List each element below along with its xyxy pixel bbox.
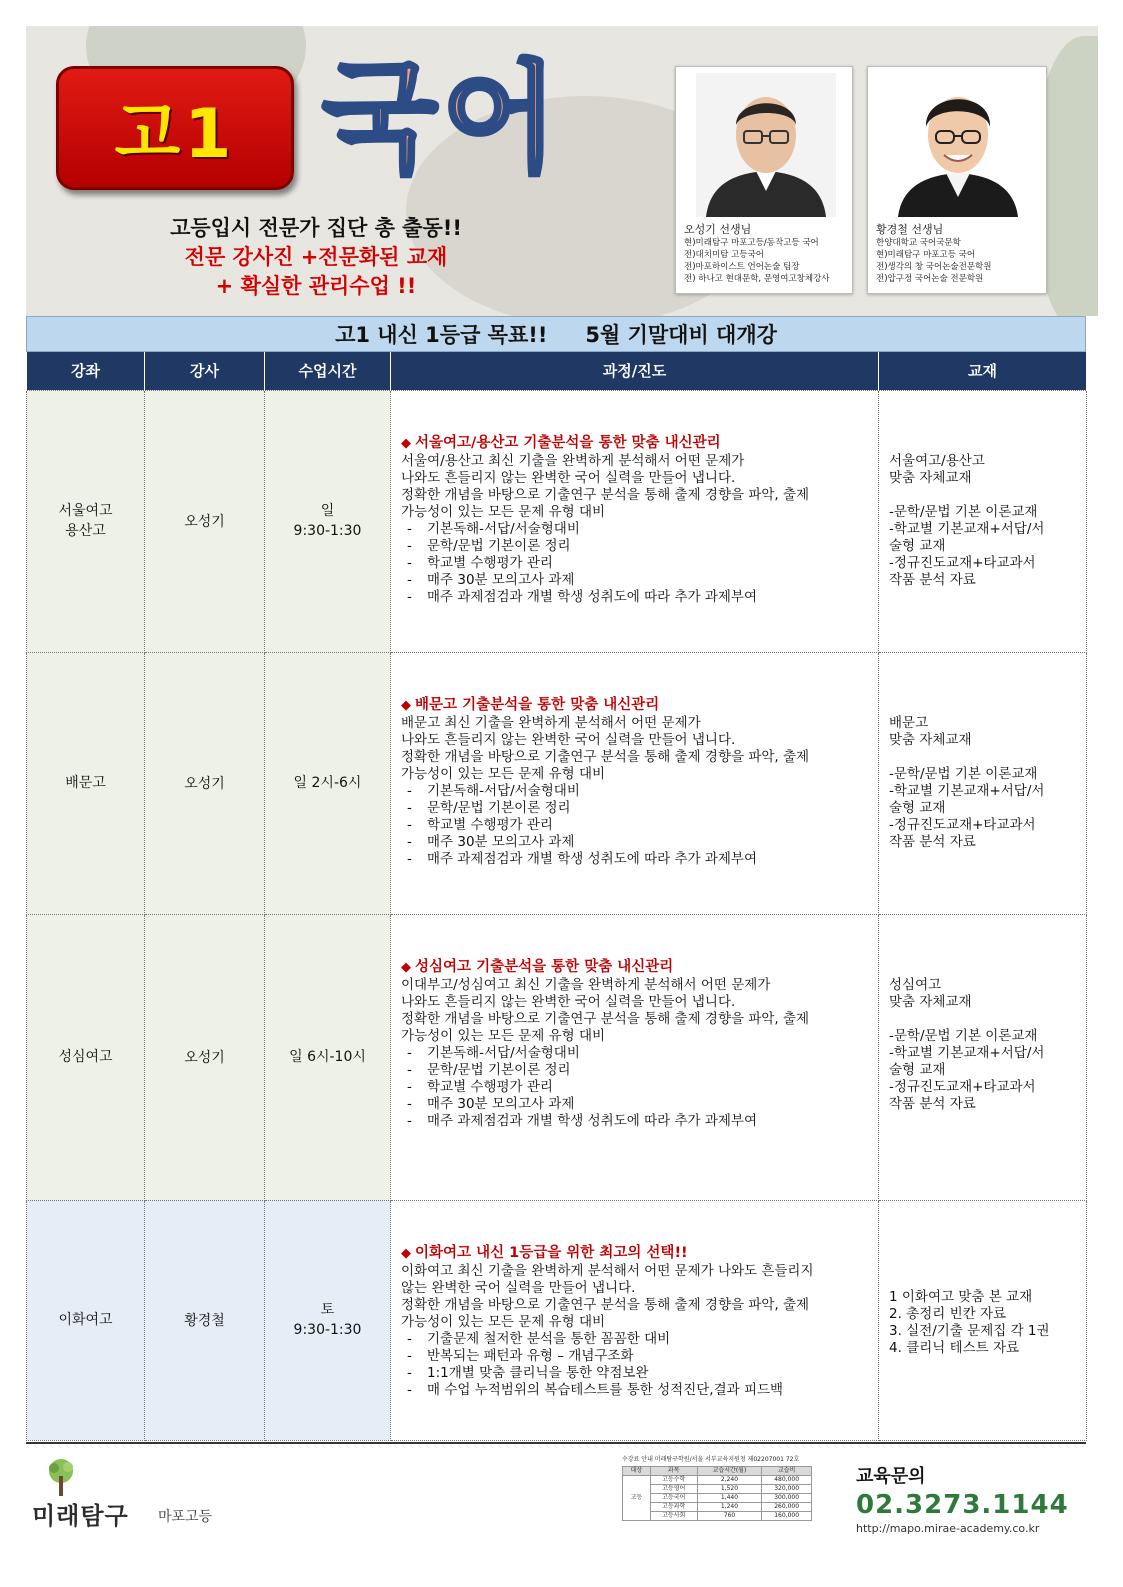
desc-line: 않는 완벽한 국어 실력을 만들어 냅니다. [401, 1279, 636, 1296]
tuition-hours: 1,440 [697, 1494, 762, 1503]
career-line: 현)미래탐구 마포고등 국어 [876, 250, 976, 260]
academy-logo [32, 1458, 262, 1528]
time-line: 9:30-1:30 [293, 1322, 362, 1338]
desc-line: 나와도 흔들리지 않는 완벽한 국어 실력을 만들어 냅니다. [401, 993, 736, 1010]
curriculum-title-text: 이화여고 내신 1등급을 위한 최고의 선택!! [415, 1244, 688, 1261]
textbook-line: 술형 교재 [889, 537, 946, 554]
bullet-text: 기본독해-서답/서술형대비 [427, 520, 580, 537]
textbook-line: -문학/문법 기본 이론교재 [889, 503, 1038, 520]
desc-line: 가능성이 있는 모든 문제 유형 대비 [401, 1313, 606, 1330]
bullet-item: - 매주 30분 모의고사 과제 [407, 571, 575, 588]
course-name: 서울여고 [58, 503, 113, 519]
column-header: 수업시간 [265, 352, 391, 390]
course-cell [27, 1200, 145, 1440]
tuition-hours: 1,240 [697, 1503, 762, 1512]
tuition-hours: 2,240 [697, 1476, 762, 1485]
teacher-card [675, 66, 853, 294]
textbook-line: -학교별 기본교재+서답/서 [889, 520, 1045, 537]
desc-line: 이대부고/성심여고 최신 기출을 완벽하게 분석해서 어떤 문제가 [401, 976, 771, 993]
tuition-target: 고등 [623, 1476, 651, 1521]
textbook-line: 맞춤 자체교재 [889, 731, 972, 748]
bullet-item: - 1:1개별 맞춤 클리닉을 통한 약점보완 [407, 1364, 649, 1381]
course-name: 성심여고 [58, 1049, 113, 1065]
diamond-icon: ◆ [401, 697, 411, 713]
course-name: 이화여고 [58, 1312, 113, 1328]
textbook-line: 1 이화여고 맞춤 본 교재 [889, 1288, 1033, 1305]
tuition-fee: 480,000 [762, 1476, 812, 1485]
bullet-item: - 기본독해-서답/서술형대비 [407, 1044, 580, 1061]
table-row [27, 914, 1087, 1200]
grade-badge-label: 고1 [114, 94, 236, 174]
teacher-career [876, 237, 991, 285]
desc-line: 정확한 개념을 바탕으로 기출연구 분석을 통해 출제 경향을 파악, 출제 [401, 486, 810, 503]
bullet-item: - 매 수업 누적범위의 복습테스트를 통한 성적진단,결과 피드백 [407, 1381, 784, 1398]
time-line: 토 [320, 1302, 335, 1318]
textbook-line: 맞춤 자체교재 [889, 469, 972, 486]
bullet-text: 문학/문법 기본이론 정리 [427, 799, 571, 816]
table-header-row [27, 352, 1087, 390]
tuition-fee: 320,000 [762, 1485, 812, 1494]
textbook-line: -문학/문법 기본 이론교재 [889, 765, 1038, 782]
banner-title: 5월 기말대비 대개강 [585, 323, 777, 347]
table-banner [26, 316, 1086, 352]
textbook-line: -정규진도교재+타교과서 [889, 554, 1036, 571]
bullet-text: 학교별 수행평가 관리 [427, 554, 553, 571]
contact-label: 교육문의 [856, 1466, 926, 1487]
time-cell [265, 652, 391, 914]
career-line: 전) 하나고 현대문학, 문영여고창체강사 [684, 274, 830, 284]
textbook-cell [879, 1200, 1087, 1440]
bullet-item: - 매주 과제점검과 개별 학생 성취도에 따라 추가 과제부여 [407, 1112, 757, 1129]
tuition-fee: 300,000 [762, 1494, 812, 1503]
time-line: 일 2시-6시 [293, 775, 362, 791]
contact-phone[interactable]: 02.3273.1144 [856, 1490, 1069, 1520]
textbook-line: 맞춤 자체교재 [889, 993, 972, 1010]
tuition-hours: 760 [697, 1512, 762, 1521]
textbook-cell [879, 390, 1087, 652]
textbook-line: 2. 총정리 빈칸 자료 [889, 1305, 1007, 1322]
teacher-photo [696, 73, 836, 217]
bullet-item: - 반복되는 패턴과 유형 – 개념구조화 [407, 1347, 634, 1364]
textbook-line: 3. 실전/기출 문제집 각 1권 [889, 1322, 1050, 1339]
bullet-text: 매주 30분 모의고사 과제 [427, 833, 575, 850]
tuition-row [623, 1512, 812, 1521]
career-line: 전)압구정 국어논술 전문학원 [876, 274, 984, 284]
curriculum-title-text: 서울여고/용산고 기출분석을 통한 맞춤 내신관리 [415, 434, 721, 451]
column-header: 강좌 [27, 352, 145, 390]
teacher-photo [888, 73, 1028, 217]
table-row [27, 390, 1087, 652]
textbook-line: -문학/문법 기본 이론교재 [889, 1027, 1038, 1044]
teacher-portrait-icon [696, 73, 836, 217]
teacher-name: 오성기 선생님 [684, 223, 752, 236]
tuition-hours: 1,520 [697, 1485, 762, 1494]
slogan-line: 고등입시 전문가 집단 총 출동!! [170, 216, 462, 240]
curriculum-title [401, 1245, 870, 1262]
schedule-table-wrap [26, 316, 1086, 1441]
textbook-line: 작품 분석 자료 [889, 1095, 976, 1112]
diamond-icon: ◆ [401, 959, 411, 975]
tuition-row [623, 1503, 812, 1512]
curriculum-cell [391, 1200, 879, 1440]
tuition-header-row [623, 1467, 812, 1476]
grade-badge [56, 66, 294, 190]
bullet-item: - 기출문제 철저한 분석을 통한 꼼꼼한 대비 [407, 1330, 671, 1347]
career-line: 현)미래탐구 마포고등/동작고등 국어 [684, 238, 819, 248]
tuition-subject: 고등수학 [650, 1476, 697, 1485]
bullet-text: 매주 과제점검과 개별 학생 성취도에 따라 추가 과제부여 [427, 850, 757, 867]
desc-line: 서울여/용산고 최신 기출을 완벽하게 분석해서 어떤 문제가 [401, 452, 745, 469]
tuition-col-header: 대상 [623, 1467, 651, 1476]
bullet-item: - 학교별 수행평가 관리 [407, 554, 553, 571]
curriculum-cell [391, 652, 879, 914]
column-header: 교재 [879, 352, 1087, 390]
tuition-fee: 160,000 [762, 1512, 812, 1521]
website-link[interactable]: http://mapo.mirae-academy.co.kr [856, 1522, 1040, 1535]
bullet-text: 매주 과제점검과 개별 학생 성취도에 따라 추가 과제부여 [427, 1112, 757, 1129]
tuition-row [623, 1476, 812, 1485]
course-name: 배문고 [65, 775, 106, 791]
textbook-line: -정규진도교재+타교과서 [889, 1078, 1036, 1095]
poster-header [26, 26, 1098, 316]
textbook-line: 작품 분석 자료 [889, 571, 976, 588]
bullet-item: - 문학/문법 기본이론 정리 [407, 799, 571, 816]
course-cell [27, 914, 145, 1200]
bullet-text: 반복되는 패턴과 유형 – 개념구조화 [427, 1347, 634, 1364]
teacher-cell: 오성기 [145, 914, 265, 1200]
textbook-line: 성심여고 [889, 976, 942, 993]
course-name: 용산고 [65, 523, 106, 539]
bullet-item: - 학교별 수행평가 관리 [407, 816, 553, 833]
bullet-item: - 문학/문법 기본이론 정리 [407, 537, 571, 554]
course-cell [27, 390, 145, 652]
slogan-line: + 확실한 관리수업 !! [215, 274, 417, 298]
desc-line: 가능성이 있는 모든 문제 유형 대비 [401, 503, 606, 520]
textbook-line: 술형 교재 [889, 1061, 946, 1078]
career-line: 전)대치미탐 고등국어 [684, 250, 764, 260]
bullet-item: - 매주 30분 모의고사 과제 [407, 833, 575, 850]
time-line: 일 [320, 503, 335, 519]
bullet-text: 문학/문법 기본이론 정리 [427, 1061, 571, 1078]
bullet-item: - 기본독해-서답/서술형대비 [407, 782, 580, 799]
banner-goal: 고1 내신 1등급 목표!! [335, 323, 548, 347]
table-row [27, 652, 1087, 914]
tuition-fee: 260,000 [762, 1503, 812, 1512]
time-cell [265, 390, 391, 652]
textbook-cell [879, 914, 1087, 1200]
textbook-line: 배문고 [889, 714, 929, 731]
career-line: 전)생각의 창 국어논술전문학원 [876, 262, 992, 272]
bullet-text: 기본독해-서답/서술형대비 [427, 782, 580, 799]
teacher-card [867, 66, 1047, 294]
bullet-item: - 문학/문법 기본이론 정리 [407, 1061, 571, 1078]
slogan [146, 214, 486, 301]
curriculum-title-text: 배문고 기출분석을 통한 맞춤 내신관리 [415, 696, 660, 713]
textbook-line: 술형 교재 [889, 799, 946, 816]
desc-line: 가능성이 있는 모든 문제 유형 대비 [401, 765, 606, 782]
tuition-caption: 수강료 안내 미래탐구학원/서울 서부교육지원청 제02207001 72호 [622, 1456, 800, 1463]
bullet-text: 문학/문법 기본이론 정리 [427, 537, 571, 554]
tuition-col-header: 과목 [650, 1467, 697, 1476]
career-line: 한양대학교 국어국문학 [876, 238, 961, 248]
tuition-table [622, 1456, 812, 1521]
time-line: 일 6시-10시 [289, 1049, 366, 1065]
textbook-line [889, 487, 1078, 504]
slogan-line: 전문 강사진 +전문화된 교재 [184, 245, 448, 269]
textbook-line: -학교별 기본교재+서답/서 [889, 1044, 1045, 1061]
bullet-text: 매주 30분 모의고사 과제 [427, 571, 575, 588]
bullet-item: - 매주 과제점검과 개별 학생 성취도에 따라 추가 과제부여 [407, 588, 757, 605]
textbook-cell [879, 652, 1087, 914]
textbook-line: -정규진도교재+타교과서 [889, 816, 1036, 833]
tuition-grid [622, 1466, 812, 1521]
desc-line: 정확한 개념을 바탕으로 기출연구 분석을 통해 출제 경향을 파악, 출제 [401, 748, 810, 765]
brand-name: 미래탐구 [32, 1502, 129, 1530]
textbook-line: 서울여고/용산고 [889, 452, 985, 469]
diamond-icon: ◆ [401, 435, 411, 451]
tuition-row [623, 1485, 812, 1494]
teacher-name: 황경철 선생님 [876, 223, 944, 236]
tuition-subject: 고등영어 [650, 1485, 697, 1494]
textbook-line: 작품 분석 자료 [889, 833, 976, 850]
textbook-line [889, 1011, 1078, 1028]
teacher-portrait-icon [888, 73, 1028, 217]
bullet-text: 매주 30분 모의고사 과제 [427, 1095, 575, 1112]
desc-line: 정확한 개념을 바탕으로 기출연구 분석을 통해 출제 경향을 파악, 출제 [401, 1010, 810, 1027]
time-cell [265, 1200, 391, 1440]
desc-line: 배문고 최신 기출을 완벽하게 분석해서 어떤 문제가 [401, 714, 701, 731]
curriculum-title [401, 959, 870, 976]
bullet-text: 학교별 수행평가 관리 [427, 816, 553, 833]
bullet-text: 기본독해-서답/서술형대비 [427, 1044, 580, 1061]
schedule-table [26, 352, 1087, 1441]
teacher-cell: 오성기 [145, 652, 265, 914]
tuition-col-header: 교습비 [762, 1467, 812, 1476]
tree-logo-icon [44, 1458, 78, 1498]
teacher-career [684, 237, 830, 285]
tuition-col-header: 교습시간(월) [697, 1467, 762, 1476]
desc-line: 나와도 흔들리지 않는 완벽한 국어 실력을 만들어 냅니다. [401, 731, 736, 748]
column-header: 과정/진도 [391, 352, 879, 390]
time-cell [265, 914, 391, 1200]
bullet-item: - 매주 과제점검과 개별 학생 성취도에 따라 추가 과제부여 [407, 850, 757, 867]
curriculum-cell [391, 914, 879, 1200]
career-line: 전)마포하이스트 언어논술 팀장 [684, 262, 800, 272]
bullet-item: - 기본독해-서답/서술형대비 [407, 520, 580, 537]
tuition-subject: 고등국어 [650, 1494, 697, 1503]
curriculum-title-text: 성심여고 기출분석을 통한 맞춤 내신관리 [415, 958, 674, 975]
subject-title: 국어 [322, 50, 562, 189]
column-header: 강사 [145, 352, 265, 390]
tuition-subject: 고등사회 [650, 1512, 697, 1521]
curriculum-cell [391, 390, 879, 652]
bullet-text: 매 수업 누적범위의 복습테스트를 통한 성적진단,결과 피드백 [427, 1381, 784, 1398]
textbook-line: 4. 클리닉 테스트 자료 [889, 1339, 1020, 1356]
textbook-line: -학교별 기본교재+서답/서 [889, 782, 1045, 799]
tuition-subject: 고등과학 [650, 1503, 697, 1512]
desc-line: 정확한 개념을 바탕으로 기출연구 분석을 통해 출제 경향을 파악, 출제 [401, 1296, 810, 1313]
diamond-icon: ◆ [401, 1245, 411, 1261]
time-line: 9:30-1:30 [293, 523, 362, 539]
footer-divider [26, 1442, 1086, 1444]
curriculum-title [401, 435, 870, 452]
table-row [27, 1200, 1087, 1440]
bullet-item: - 학교별 수행평가 관리 [407, 1078, 553, 1095]
curriculum-title [401, 697, 870, 714]
course-cell [27, 652, 145, 914]
teacher-cell: 오성기 [145, 390, 265, 652]
contact-block [856, 1462, 1069, 1535]
bullet-text: 1:1개별 맞춤 클리닉을 통한 약점보완 [427, 1364, 649, 1381]
tuition-row [623, 1494, 812, 1503]
bullet-text: 매주 과제점검과 개별 학생 성취도에 따라 추가 과제부여 [427, 588, 757, 605]
bullet-item: - 매주 30분 모의고사 과제 [407, 1095, 575, 1112]
poster-footer [0, 1442, 1123, 1587]
bullet-text: 기출문제 철저한 분석을 통한 꼼꼼한 대비 [427, 1330, 671, 1347]
branch-name: 마포고등 [158, 1509, 213, 1525]
textbook-line [889, 749, 1078, 766]
bullet-text: 학교별 수행평가 관리 [427, 1078, 553, 1095]
desc-line: 나와도 흔들리지 않는 완벽한 국어 실력을 만들어 냅니다. [401, 469, 736, 486]
desc-line: 가능성이 있는 모든 문제 유형 대비 [401, 1027, 606, 1044]
teacher-cell: 황경철 [145, 1200, 265, 1440]
desc-line: 이화여고 최신 기출을 완벽하게 분석해서 어떤 문제가 나와도 흔들리지 [401, 1262, 814, 1279]
